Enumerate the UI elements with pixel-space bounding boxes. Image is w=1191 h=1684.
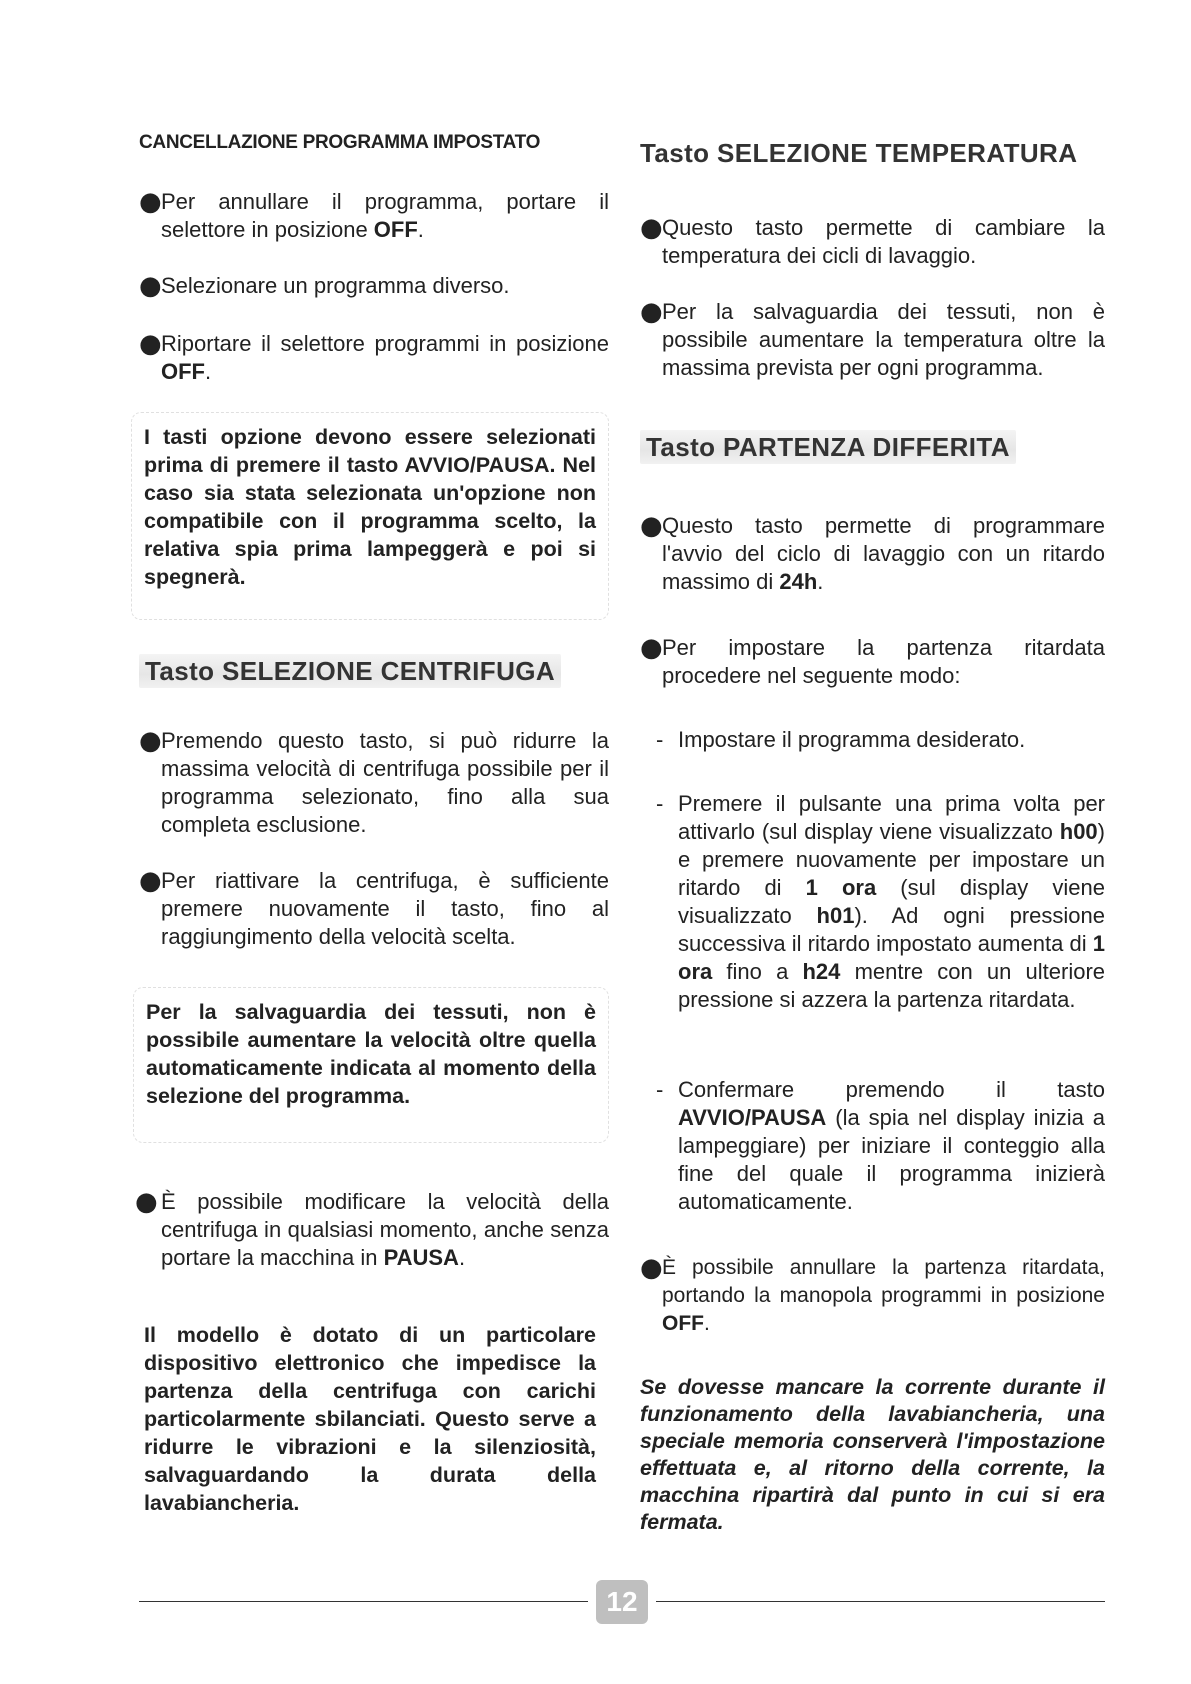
list-item: ● Per riattivare la centrifuga, è sufficiente premere nuovamente il tasto, fino al raggiungimento della velocità scelta. [139,866,609,949]
bullet-icon: ● [640,213,663,243]
list-item: ● Premendo questo tasto, si può ridurre la massima velocità di centrifuga possibile per il programma selezionato, fino alla sua completa esclusione. [139,726,609,837]
footer-rule-right [656,1601,1105,1602]
options-note: I tasti opzione devono essere selezionati prima di premere il tasto AVVIO/PAUSA. Nel caso sia stata selezionata un'opzione non compatibile con il programma scelto, la relativa spia prima lampeggerà e poi si spegnerà. [131,412,609,620]
step-item: - Confermare premendo il tasto AVVIO/PAUSA (la spia nel display inizia a lampeggiare) per iniziare il conteggio alla fine del quale il programma inizierà automaticamente. [656,1077,1105,1214]
bullet-icon: ● [139,866,162,896]
bullet-icon: ● [640,1253,663,1283]
spin-section-title: Tasto SELEZIONE CENTRIFUGA [145,656,561,687]
temperature-section-title: Tasto SELEZIONE TEMPERATURA [640,138,1078,168]
list-item: ● Selezionare un programma diverso. [139,271,510,301]
bullet-icon: ● [640,511,663,541]
step-item: - Premere il pulsante una prima volta per attivarlo (sul display viene visualizzato h00) e premere nuovamente per impostare un ritardo di 1 ora (sul display viene visualizzato h01). Ad ogni pressione successiva il ritardo impostato aumenta di 1 ora fino a h24 mentre con un ulteriore pressione si azzera la partenza ritardata. [656,791,1105,1012]
bullet-icon: ● [139,329,162,359]
list-item: ● Per impostare la partenza ritardata procedere nel seguente modo: [640,633,1105,688]
list-item: ● Per annullare il programma, portare il selettore in posizione OFF. [139,187,609,242]
spin-note: Per la salvaguardia dei tessuti, non è possibile aumentare la velocità oltre quella automaticamente indicata al momento della selezione del programma. [133,987,609,1143]
bullet-icon: ● [139,187,162,217]
list-item: ● È possibile annullare la partenza ritardata, portando la manopola programmi in posizione OFF. [640,1253,1105,1335]
list-item: ● Per la salvaguardia dei tessuti, non è possibile aumentare la temperatura oltre la massima prevista per ogni programma. [640,297,1105,380]
dash-glyph: - [656,791,664,816]
list-item: ● Riportare il selettore programmi in posizione OFF. [139,329,609,384]
bullet-icon: ● [640,633,663,663]
dash-glyph: - [656,727,664,752]
bullet-icon: ● [135,1187,158,1217]
power-failure-note: Se dovesse mancare la corrente durante il funzionamento della lavabiancheria, una speciale memoria conserverà l'impostazione effettuata e, al ritorno della corrente, la macchina ripartirà dal punto in cui si era fermata. [640,1375,1105,1534]
list-item: ● Questo tasto permette di cambiare la temperatura dei cicli di lavaggio. [640,213,1105,268]
bullet-icon: ● [139,726,162,756]
list-item: ● È possibile modificare la velocità della centrifuga in qualsiasi momento, anche senza portare la macchina in PAUSA. [135,1187,609,1270]
list-item: ● Questo tasto permette di programmare l'avvio del ciclo di lavaggio con un ritardo massimo di 24h. [640,511,1105,594]
model-note: Il modello è dotato di un particolare dispositivo elettronico che impedisce la partenza della centrifuga con carichi particolarmente sbilanciati. Questo serve a ridurre le vibrazioni e la silenziosità, salvaguardando la durata della lavabiancheria. [144,1323,596,1515]
bullet-icon: ● [640,297,663,327]
delay-section-title: Tasto PARTENZA DIFFERITA [646,432,1016,463]
step-item: - Impostare il programma desiderato. [656,727,1026,752]
page-number: 12 [596,1580,648,1624]
dash-glyph: - [656,1077,664,1102]
cancel-program-heading: CANCELLAZIONE PROGRAMMA IMPOSTATO [139,132,541,153]
bullet-icon: ● [139,271,162,301]
footer-rule-left [139,1601,588,1602]
